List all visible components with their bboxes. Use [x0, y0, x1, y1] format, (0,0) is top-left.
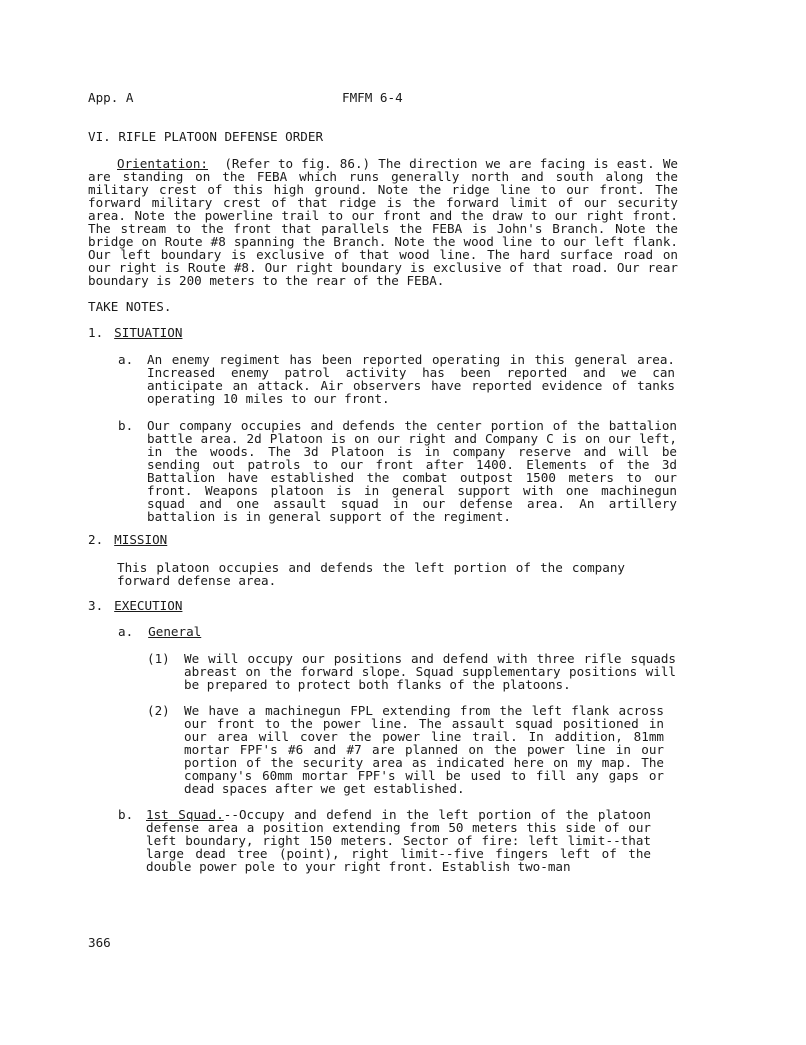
- situation-b-marker: b.: [118, 418, 134, 433]
- execution-b-title: 1st Squad.: [146, 807, 224, 822]
- situation-b-text: Our company occupies and defends the center portion of the battalion battle area. 2d Platoon is on our right and Company C is on our left, in the woods. The 3d Platoon is in company reserve and will be sending out patrols to our front after 1400. Elements of the 3d Battalion have established the combat outpost 1500 meters to our front. Weapons platoon is in general support with one machinegun squad and one assault squad in our defense area. An artillery battalion is in general support of the regiment.: [147, 418, 677, 524]
- execution-b-marker: b.: [118, 807, 134, 822]
- take-notes: TAKE NOTES.: [88, 299, 172, 314]
- mission-title: MISSION: [114, 532, 168, 547]
- situation-title: SITUATION: [114, 325, 183, 340]
- mission-text: This platoon occupies and defends the left portion of the company forward defense area.: [117, 560, 625, 588]
- execution-b-paragraph: [146, 808, 651, 873]
- orientation-text: (Refer to fig. 86.) The direction we are facing is east. We are standing on the FEBA which runs generally north and south along the military crest of this high ground. Note the ridge line to our front. The forward military crest of that ridge is the forward limit of our security area. Note the powerline trail to our front and the draw to our right front. The stream to the front that parallels the FEBA is John's Branch. Note the bridge on Route #8 spanning the Branch. Note the wood line to our left flank. Our left boundary is exclusive of that wood line. The hard surface road on our right is Route #8. Our right boundary is exclusive of that road. Our rear boundary is 200 meters to the rear of the FEBA.: [88, 156, 679, 288]
- situation-number: 1.: [88, 325, 104, 340]
- situation-heading: [88, 326, 182, 339]
- execution-a-item-1-marker: (1): [147, 651, 170, 666]
- execution-number: 3.: [88, 598, 104, 613]
- execution-a-item-1-text: We will occupy our positions and defend with three rifle squads abreast on the forward slope. Squad supplementary positions will be prepared to protect both flanks of the platoons.: [184, 651, 676, 692]
- execution-b-text: --Occupy and defend in the left portion of the platoon defense area a position extending from 50 meters this side of our left boundary, right 150 meters. Sector of fire: left limit--that large dead tree (point), right limit--five fingers left of the double power pole to your right front. Establish two-man: [146, 807, 651, 874]
- execution-title: EXECUTION: [114, 598, 183, 613]
- section-title: VI. RIFLE PLATOON DEFENSE ORDER: [88, 129, 324, 144]
- publication-id: FMFM 6-4: [342, 90, 403, 105]
- situation-a-text: An enemy regiment has been reported operating in this general area. Increased enemy patrol activity has been reported and we can anticipate an attack. Air observers have reported evidence of tanks operating 10 miles to our front.: [147, 352, 675, 406]
- execution-a-item-2-marker: (2): [147, 703, 170, 718]
- mission-heading: [88, 533, 167, 546]
- appendix-label: App. A: [88, 90, 134, 105]
- execution-a-marker: a.: [118, 624, 134, 639]
- page-number: 366: [88, 935, 111, 950]
- execution-a-heading: [118, 625, 201, 638]
- orientation-paragraph: [88, 157, 678, 287]
- execution-heading: [88, 599, 182, 612]
- orientation-label: Orientation:: [117, 156, 208, 171]
- execution-a-title: General: [148, 624, 202, 639]
- situation-a-marker: a.: [118, 352, 134, 367]
- mission-number: 2.: [88, 532, 104, 547]
- execution-a-item-2-text: We have a machinegun FPL extending from the left flank across our front to the power line. The assault squad positioned in our area will cover the power line trail. In addition, 81mm mortar FPF's #6 and #7 are planned on the power line in our portion of the security area as indicated here on my map. The company's 60mm mortar FPF's will be used to fill any gaps or dead spaces after we get established.: [184, 703, 664, 796]
